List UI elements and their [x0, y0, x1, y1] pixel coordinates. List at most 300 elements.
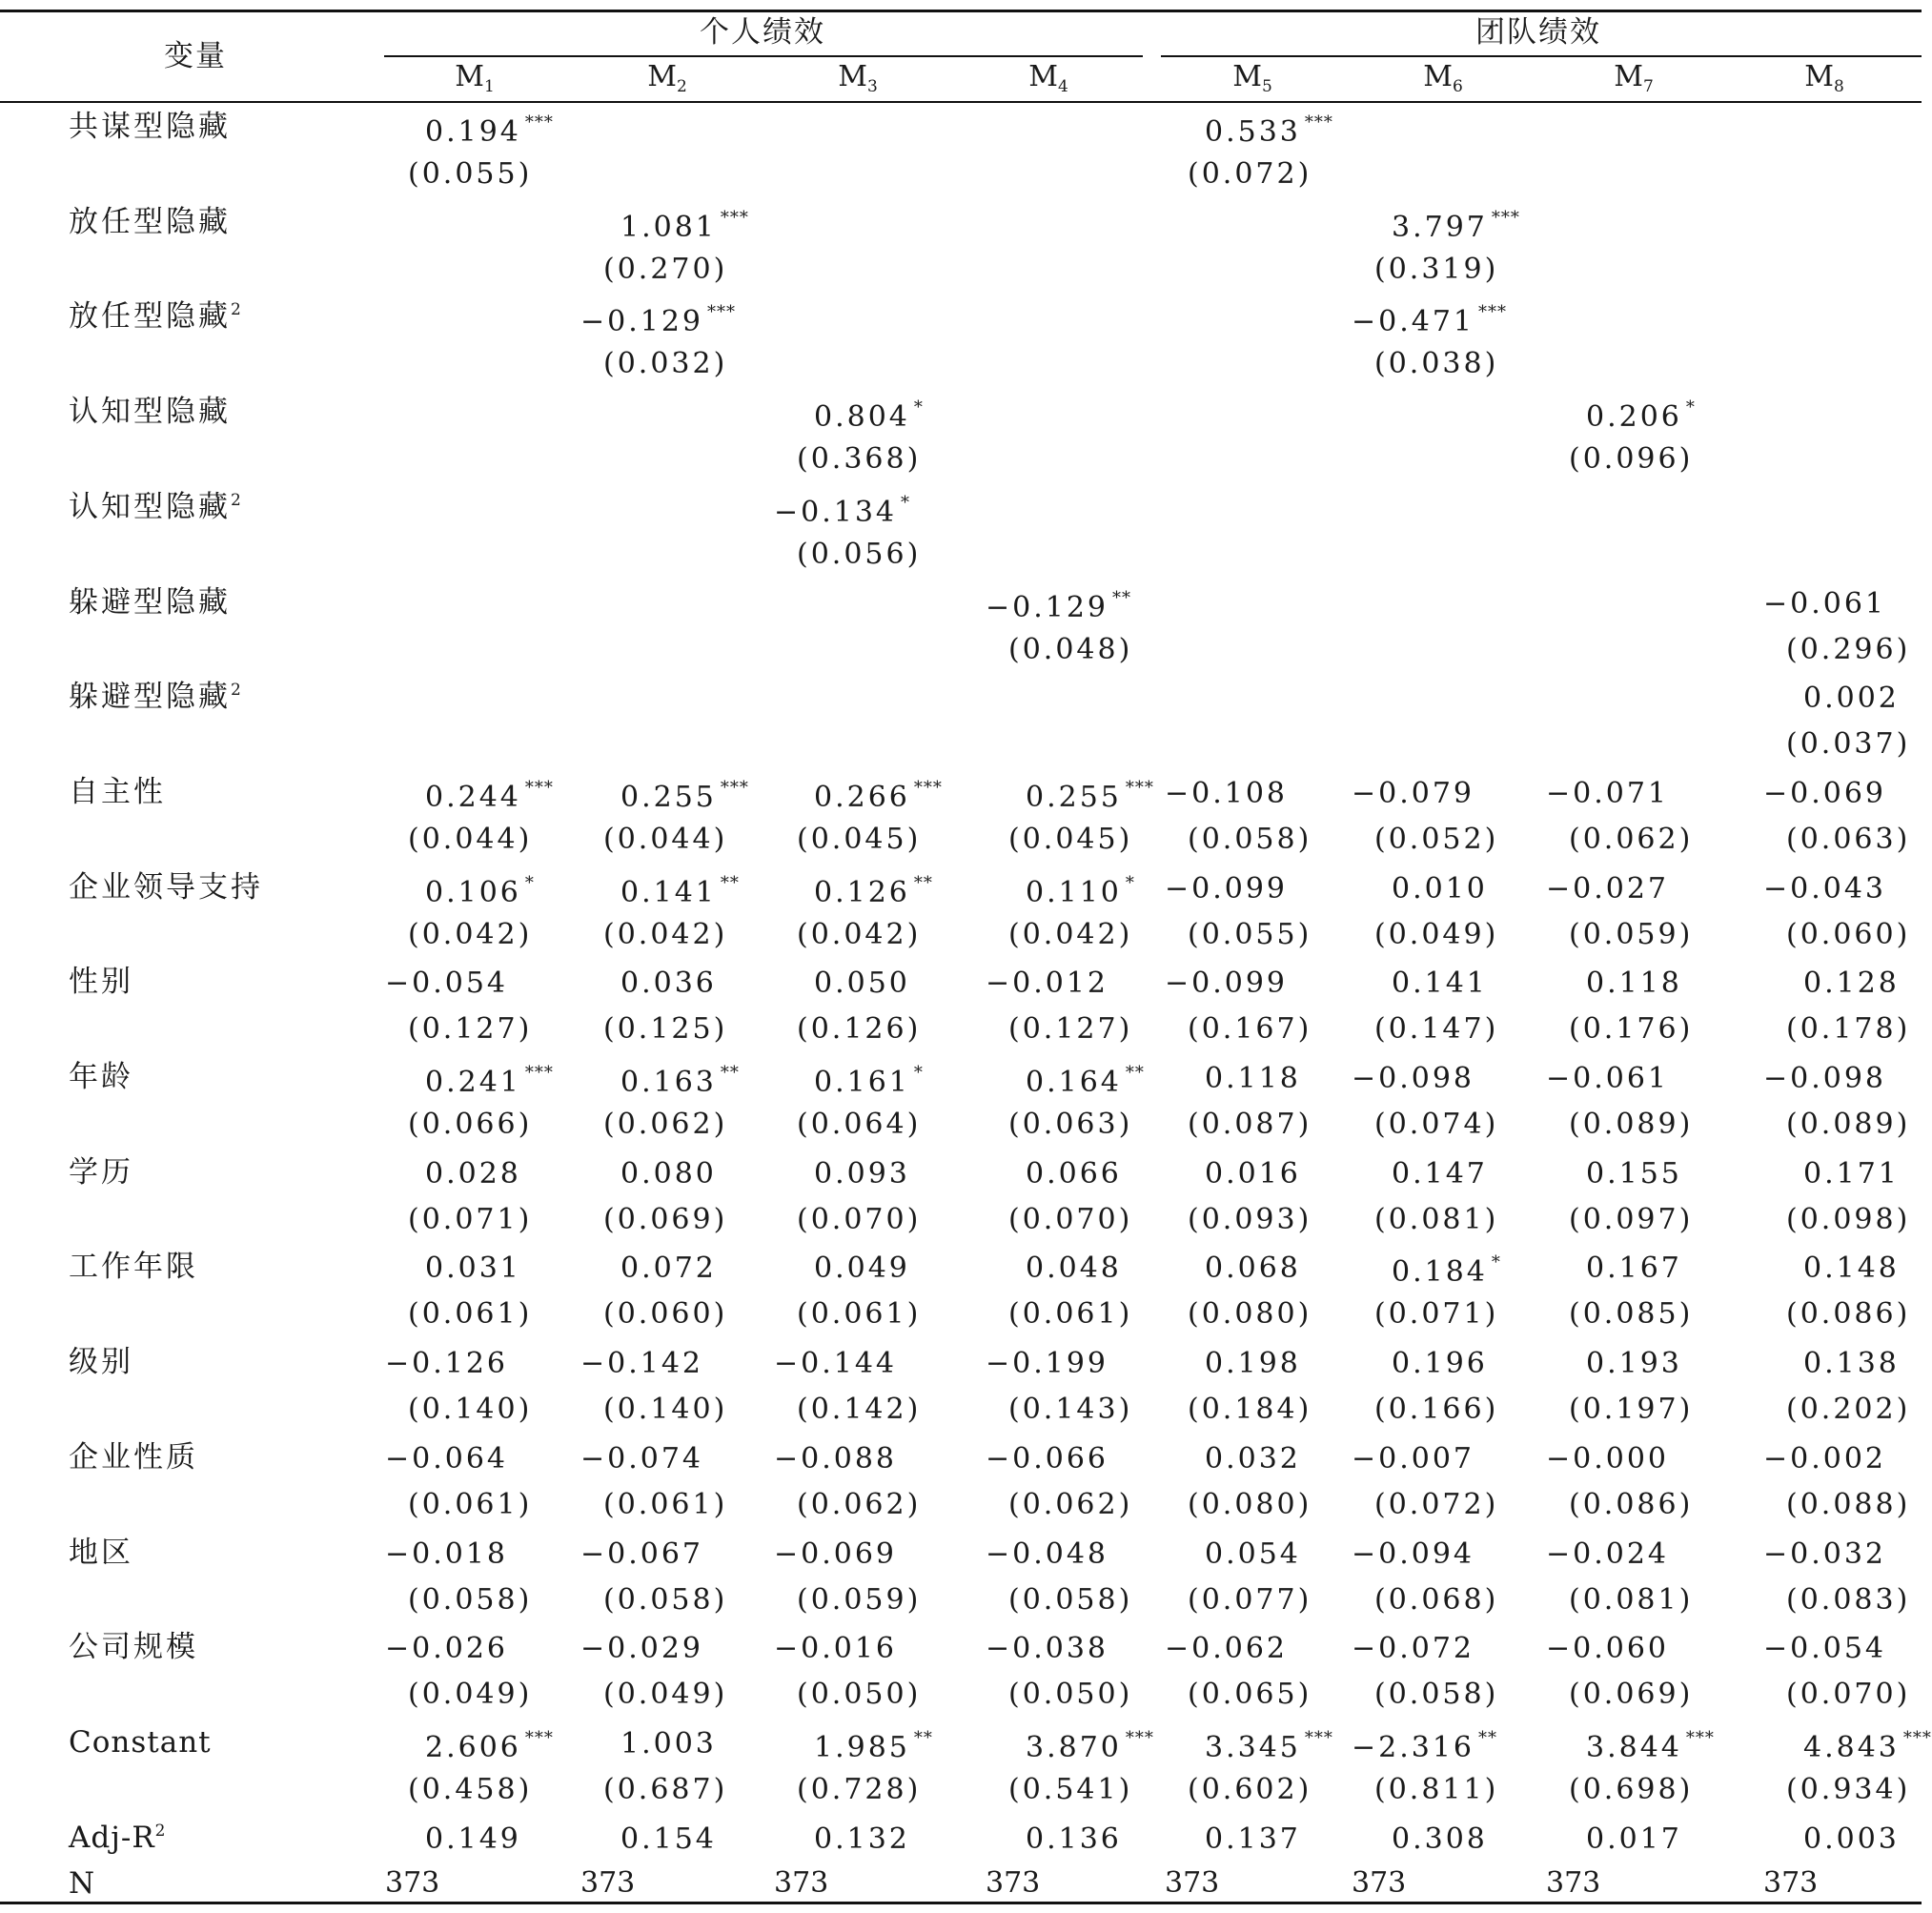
std-error-cell: [1188, 1110, 1312, 1139]
row-label: [69, 395, 231, 430]
std-error-value: (0.058): [1008, 1582, 1133, 1617]
coefficient-cell: [1803, 1821, 1900, 1856]
row-label-text: 公司规模: [69, 1630, 198, 1665]
std-error-cell: [1188, 1772, 1312, 1806]
coefficient-value: −0.038: [986, 1632, 1109, 1666]
std-error-value: (0.142): [797, 1393, 922, 1427]
model-header: [1232, 60, 1272, 96]
std-error-cell: [1374, 1487, 1499, 1521]
row-label-text: 躲避型隐藏: [69, 584, 231, 620]
coefficient-cell: [1763, 1441, 1887, 1475]
coefficient-cell: [774, 1632, 898, 1666]
std-error-value: (0.178): [1786, 1012, 1911, 1047]
std-error-value: (0.061): [408, 1487, 533, 1521]
sample-size-cell: [580, 1865, 636, 1900]
sample-size-cell: [1763, 1865, 1819, 1900]
std-error-value: (0.062): [797, 1487, 922, 1521]
std-error-value: (0.074): [1374, 1108, 1499, 1141]
std-error-value: (0.063): [1786, 822, 1911, 856]
coefficient-cell: [814, 397, 924, 435]
std-error-value: (0.602): [1188, 1772, 1312, 1806]
significance-stars: ***: [913, 777, 943, 798]
row-label: [69, 1250, 198, 1285]
coefficient-cell: [1205, 1252, 1301, 1286]
significance-stars: **: [720, 1063, 740, 1083]
std-error-value: (0.045): [797, 822, 922, 856]
row-label: [69, 489, 241, 524]
coefficient-value: 0.136: [1026, 1821, 1122, 1856]
std-error-value: (0.087): [1188, 1108, 1312, 1141]
coefficient-cell: [620, 1726, 717, 1760]
row-label-superscript: 2: [231, 681, 241, 701]
coefficient-cell: [620, 1156, 717, 1191]
coefficient-value: −0.069: [1763, 776, 1887, 810]
row-label-text: 躲避型隐藏: [69, 680, 231, 715]
coefficient-cell: [1205, 1727, 1333, 1764]
coefficient-cell: [1205, 1537, 1301, 1571]
coefficient-value: 0.048: [1026, 1252, 1122, 1286]
std-error-cell: [1786, 727, 1911, 762]
std-error-cell: [1786, 1772, 1911, 1806]
model-header-sub: 4: [1057, 77, 1068, 96]
coefficient-value: 0.308: [1392, 1821, 1488, 1856]
std-error-value: (0.127): [408, 1012, 533, 1047]
coefficient-cell: [1026, 1065, 1145, 1097]
sample-size-value: 373: [986, 1865, 1041, 1900]
coefficient-cell: [385, 1347, 509, 1381]
std-error-value: (0.368): [797, 442, 922, 477]
significance-stars: ***: [707, 302, 737, 323]
std-error-value: (0.068): [1374, 1582, 1499, 1617]
coefficient-cell: [1546, 1537, 1670, 1571]
std-error-cell: [1786, 1012, 1911, 1047]
coefficient-cell: [425, 872, 535, 909]
std-error-cell: [603, 252, 728, 286]
coefficient-cell: [1205, 1441, 1301, 1475]
coefficient-cell: [1763, 776, 1887, 810]
std-error-value: (0.064): [797, 1108, 922, 1141]
std-error-cell: [797, 1487, 922, 1521]
row-label-text: 自主性: [69, 774, 166, 809]
coefficient-value: 0.031: [425, 1252, 521, 1286]
std-error-value: (0.098): [1786, 1202, 1911, 1236]
coefficient-cell: [385, 1441, 509, 1475]
std-error-cell: [1008, 1297, 1133, 1332]
coefficient-cell: [620, 967, 717, 1001]
std-error-cell: [1188, 157, 1312, 191]
coefficient-value: 0.049: [814, 1252, 910, 1286]
std-error-value: (0.059): [1569, 917, 1694, 951]
coefficient-value: −0.088: [774, 1441, 898, 1475]
std-error-value: (0.202): [1786, 1393, 1911, 1427]
coefficient-cell: [425, 1065, 554, 1097]
coefficient-value: 0.093: [814, 1156, 910, 1191]
std-error-value: (0.319): [1374, 252, 1499, 286]
sample-size-cell: [1352, 1865, 1407, 1900]
std-error-cell: [1569, 1202, 1694, 1236]
coefficient-value: 0.533: [1205, 115, 1301, 149]
row-label-text: Constant: [69, 1724, 212, 1760]
bottom-rule: [0, 1902, 1922, 1904]
std-error-cell: [603, 1487, 728, 1521]
std-error-cell: [408, 1110, 532, 1139]
model-header-sub: 5: [1261, 77, 1272, 96]
std-error-cell: [603, 1202, 728, 1236]
std-error-cell: [603, 822, 728, 856]
std-error-value: (0.197): [1569, 1393, 1694, 1427]
sample-size-cell: [986, 1865, 1041, 1900]
model-header-letter: M: [455, 60, 484, 93]
std-error-value: (0.080): [1188, 1297, 1312, 1332]
coefficient-value: −0.061: [1546, 1062, 1670, 1095]
std-error-cell: [1008, 1012, 1133, 1047]
significance-stars: **: [1125, 1063, 1145, 1083]
std-error-value: (0.093): [1188, 1202, 1312, 1236]
row-label: [69, 1535, 133, 1570]
std-error-cell: [1786, 1110, 1910, 1139]
coefficient-cell: [1803, 1252, 1900, 1286]
std-error-value: (0.077): [1188, 1582, 1312, 1617]
std-error-value: (0.045): [1008, 822, 1133, 856]
std-error-cell: [797, 1012, 922, 1047]
group-header-team: 团队绩效: [1475, 15, 1601, 50]
std-error-value: (0.089): [1569, 1108, 1694, 1141]
std-error-cell: [1008, 1582, 1133, 1617]
std-error-value: (0.687): [603, 1772, 728, 1806]
coefficient-value: −0.126: [385, 1347, 509, 1381]
coefficient-cell: [1352, 1062, 1475, 1095]
std-error-value: (0.042): [797, 917, 922, 951]
coefficient-value: −0.018: [385, 1537, 509, 1571]
coefficient-value: −0.199: [986, 1347, 1109, 1381]
group-rule-individual: [384, 55, 1143, 57]
std-error-value: (0.061): [797, 1297, 922, 1332]
std-error-cell: [1569, 1297, 1694, 1332]
coefficient-value: 0.002: [1803, 682, 1900, 716]
std-error-cell: [1008, 1487, 1133, 1521]
row-label-text: 地区: [69, 1535, 133, 1570]
std-error-cell: [408, 1678, 533, 1712]
coefficient-cell: [385, 967, 509, 1001]
coefficient-value: 0.110: [1026, 875, 1122, 909]
std-error-value: (0.176): [1569, 1012, 1694, 1047]
coefficient-cell: [814, 1727, 933, 1764]
std-error-value: (0.541): [1008, 1772, 1133, 1806]
coefficient-cell: [1205, 114, 1333, 147]
significance-stars: ***: [1491, 207, 1520, 228]
model-header-sub: 3: [866, 77, 878, 96]
coefficient-value: 0.141: [1392, 967, 1488, 1001]
coefficient-value: −0.144: [774, 1347, 898, 1381]
sample-size-value: 373: [774, 1865, 829, 1900]
std-error-cell: [797, 822, 922, 856]
std-error-cell: [1786, 632, 1911, 666]
std-error-value: (0.063): [1008, 1108, 1133, 1141]
std-error-value: (0.061): [1008, 1297, 1133, 1332]
coefficient-value: 0.054: [1205, 1537, 1301, 1571]
row-label: [69, 1060, 133, 1094]
coefficient-value: 0.154: [620, 1821, 717, 1856]
coefficient-value: −0.054: [385, 967, 509, 1001]
std-error-value: (0.071): [1374, 1297, 1499, 1332]
coefficient-value: −0.069: [774, 1537, 898, 1571]
std-error-value: (0.060): [1786, 917, 1911, 951]
row-label-text: 认知型隐藏: [69, 489, 231, 524]
coefficient-value: 0.106: [425, 875, 521, 909]
row-label: [69, 965, 133, 1000]
std-error-value: (0.166): [1374, 1393, 1499, 1427]
coefficient-value: −0.471: [1352, 305, 1475, 339]
coefficient-cell: [580, 1632, 704, 1666]
std-error-cell: [1786, 1678, 1911, 1712]
std-error-cell: [1374, 1582, 1499, 1617]
coefficient-cell: [1392, 1252, 1501, 1290]
sample-size-cell: [385, 1865, 440, 1900]
coefficient-cell: [1803, 1347, 1900, 1381]
coefficient-cell: [1586, 1252, 1682, 1286]
coefficient-cell: [814, 1821, 910, 1856]
std-error-cell: [1008, 1678, 1133, 1712]
significance-stars: **: [913, 1727, 933, 1748]
coefficient-value: 0.164: [1026, 1066, 1122, 1099]
std-error-value: (0.811): [1374, 1772, 1499, 1806]
coefficient-value: 0.032: [1205, 1441, 1301, 1475]
coefficient-value: −0.129: [580, 305, 704, 339]
coefficient-cell: [1586, 1821, 1682, 1856]
significance-stars: *: [913, 1063, 924, 1083]
coefficient-cell: [620, 207, 749, 244]
std-error-cell: [797, 917, 922, 951]
std-error-value: (0.127): [1008, 1012, 1133, 1047]
coefficient-value: 0.198: [1205, 1347, 1301, 1381]
std-error-cell: [1374, 822, 1499, 856]
coefficient-value: 4.843: [1803, 1730, 1900, 1764]
std-error-cell: [1188, 1297, 1312, 1332]
significance-stars: ***: [1125, 1727, 1154, 1748]
std-error-cell: [1374, 252, 1499, 286]
coefficient-cell: [1763, 586, 1887, 621]
std-error-cell: [408, 1582, 533, 1617]
coefficient-value: 0.068: [1205, 1252, 1301, 1286]
coefficient-value: 0.118: [1205, 1062, 1301, 1095]
coefficient-cell: [1205, 1347, 1301, 1381]
coefficient-value: −0.012: [986, 967, 1109, 1001]
std-error-cell: [408, 157, 533, 191]
std-error-value: (0.096): [1569, 442, 1694, 477]
coefficient-value: −0.067: [580, 1537, 704, 1571]
coefficient-cell: [814, 777, 943, 814]
row-label-text: 企业性质: [69, 1439, 198, 1475]
std-error-cell: [1786, 1297, 1911, 1332]
coefficient-value: −0.026: [385, 1632, 509, 1666]
std-error-value: (0.270): [603, 252, 728, 286]
std-error-cell: [797, 1772, 922, 1806]
sample-size-cell: [1546, 1865, 1601, 1900]
row-label-text: 企业领导支持: [69, 869, 263, 905]
significance-stars: ***: [1304, 112, 1333, 132]
std-error-value: (0.458): [408, 1772, 533, 1806]
coefficient-cell: [1392, 967, 1488, 1001]
coefficient-cell: [580, 1537, 704, 1571]
sample-size-value: 373: [385, 1865, 440, 1900]
std-error-value: (0.062): [1008, 1487, 1133, 1521]
significance-stars: ***: [1685, 1727, 1715, 1748]
std-error-cell: [1569, 822, 1694, 856]
coefficient-cell: [1352, 302, 1508, 339]
coefficient-value: −0.134: [774, 495, 898, 529]
std-error-cell: [1569, 1582, 1694, 1617]
coefficient-cell: [1392, 1156, 1488, 1191]
std-error-cell: [1569, 1772, 1694, 1806]
std-error-cell: [1188, 1487, 1312, 1521]
row-label: [69, 1630, 198, 1665]
coefficient-value: 1.003: [620, 1726, 717, 1760]
coefficient-value: 0.050: [814, 967, 910, 1001]
coefficient-value: −0.000: [1546, 1441, 1670, 1475]
coefficient-value: 0.016: [1205, 1156, 1301, 1191]
std-error-value: (0.061): [408, 1297, 533, 1332]
group-rule-team: [1161, 55, 1922, 57]
row-label-text: 认知型隐藏: [69, 395, 231, 430]
coefficient-value: 0.072: [620, 1252, 717, 1286]
std-error-cell: [1374, 1678, 1499, 1712]
std-error-value: (0.140): [603, 1393, 728, 1427]
coefficient-cell: [1392, 207, 1520, 244]
std-error-value: (0.060): [603, 1297, 728, 1332]
header-rule: [0, 101, 1922, 103]
std-error-value: (0.143): [1008, 1393, 1133, 1427]
coefficient-value: 0.036: [620, 967, 717, 1001]
std-error-cell: [1188, 1582, 1312, 1617]
std-error-value: (0.069): [1569, 1678, 1694, 1712]
coefficient-value: 3.797: [1392, 210, 1488, 244]
row-label: [69, 774, 166, 809]
std-error-cell: [1008, 1110, 1132, 1139]
top-rule: [0, 10, 1922, 12]
std-error-cell: [408, 917, 533, 951]
coefficient-value: −0.098: [1763, 1062, 1887, 1095]
std-error-cell: [1569, 1110, 1693, 1139]
std-error-value: (0.058): [1374, 1678, 1499, 1712]
coefficient-value: 3.870: [1026, 1730, 1122, 1764]
model-header-sub: 6: [1452, 77, 1463, 96]
coefficient-cell: [1165, 1632, 1289, 1666]
std-error-cell: [1569, 1678, 1694, 1712]
significance-stars: ***: [1125, 777, 1154, 798]
std-error-value: (0.184): [1188, 1393, 1312, 1427]
coefficient-value: 0.138: [1803, 1347, 1900, 1381]
std-error-cell: [1374, 1772, 1499, 1806]
coefficient-cell: [986, 1347, 1109, 1381]
row-label-text: 性别: [69, 965, 133, 1000]
std-error-cell: [797, 1393, 922, 1427]
std-error-cell: [1188, 1678, 1312, 1712]
std-error-cell: [1786, 1202, 1911, 1236]
std-error-cell: [1374, 1393, 1499, 1427]
coefficient-value: 0.266: [814, 780, 910, 814]
coefficient-cell: [1352, 1441, 1475, 1475]
coefficient-cell: [1546, 871, 1670, 906]
std-error-value: (0.062): [1569, 822, 1694, 856]
coefficient-value: −0.029: [580, 1632, 704, 1666]
coefficient-cell: [620, 777, 749, 814]
coefficient-cell: [814, 967, 910, 1001]
std-error-cell: [1569, 442, 1694, 477]
std-error-cell: [408, 1487, 533, 1521]
coefficient-value: −0.064: [385, 1441, 509, 1475]
coefficient-value: 0.147: [1392, 1156, 1488, 1191]
coefficient-cell: [1392, 871, 1488, 906]
coefficient-cell: [1586, 967, 1682, 1001]
std-error-cell: [797, 1582, 922, 1617]
std-error-cell: [797, 1202, 922, 1236]
coefficient-cell: [1205, 1062, 1301, 1095]
row-label: [69, 680, 241, 715]
std-error-value: (0.042): [408, 917, 533, 951]
std-error-value: (0.044): [603, 822, 728, 856]
coefficient-cell: [425, 1821, 521, 1856]
coefficient-cell: [1205, 1156, 1301, 1191]
coefficient-value: 0.010: [1392, 871, 1488, 906]
coefficient-value: 0.118: [1586, 967, 1682, 1001]
coefficient-cell: [814, 1252, 910, 1286]
significance-stars: ***: [524, 1727, 554, 1748]
row-label-text: 放任型隐藏: [69, 299, 231, 335]
coefficient-cell: [385, 1632, 509, 1666]
std-error-value: (0.038): [1374, 347, 1499, 381]
std-error-value: (0.062): [603, 1108, 728, 1141]
coefficient-cell: [1546, 776, 1670, 810]
std-error-value: (0.296): [1786, 632, 1911, 666]
coefficient-value: 0.241: [425, 1066, 521, 1099]
coefficient-value: 0.017: [1586, 1821, 1682, 1856]
std-error-value: (0.086): [1569, 1487, 1694, 1521]
std-error-cell: [603, 1582, 728, 1617]
coefficient-value: −0.098: [1352, 1062, 1475, 1095]
std-error-cell: [1786, 1487, 1911, 1521]
coefficient-cell: [425, 1252, 521, 1286]
coefficient-value: −0.066: [986, 1441, 1109, 1475]
std-error-value: (0.934): [1786, 1772, 1911, 1806]
coefficient-cell: [1803, 967, 1900, 1001]
coefficient-value: −0.002: [1763, 1441, 1887, 1475]
std-error-value: (0.058): [603, 1582, 728, 1617]
std-error-value: (0.081): [1374, 1202, 1499, 1236]
std-error-value: (0.048): [1008, 632, 1133, 666]
coefficient-cell: [1026, 1727, 1154, 1764]
coefficient-value: −0.099: [1165, 871, 1289, 906]
coefficient-value: −0.048: [986, 1537, 1109, 1571]
coefficient-cell: [774, 1347, 898, 1381]
std-error-cell: [1008, 1772, 1133, 1806]
std-error-value: (0.070): [1786, 1678, 1911, 1712]
std-error-value: (0.085): [1569, 1297, 1694, 1332]
model-header: [1804, 60, 1844, 96]
coefficient-cell: [580, 302, 737, 339]
coefficient-value: −0.007: [1352, 1441, 1475, 1475]
significance-stars: **: [913, 872, 933, 893]
std-error-value: (0.058): [408, 1582, 533, 1617]
std-error-value: (0.070): [797, 1202, 922, 1236]
coefficient-value: 0.066: [1026, 1156, 1122, 1191]
significance-stars: *: [913, 397, 924, 418]
variable-header: 变量: [164, 39, 227, 73]
model-header-letter: M: [838, 60, 867, 93]
coefficient-value: 0.194: [425, 115, 521, 149]
model-header: [1614, 60, 1654, 96]
significance-stars: ***: [524, 1063, 554, 1083]
std-error-value: (0.055): [1188, 917, 1312, 951]
